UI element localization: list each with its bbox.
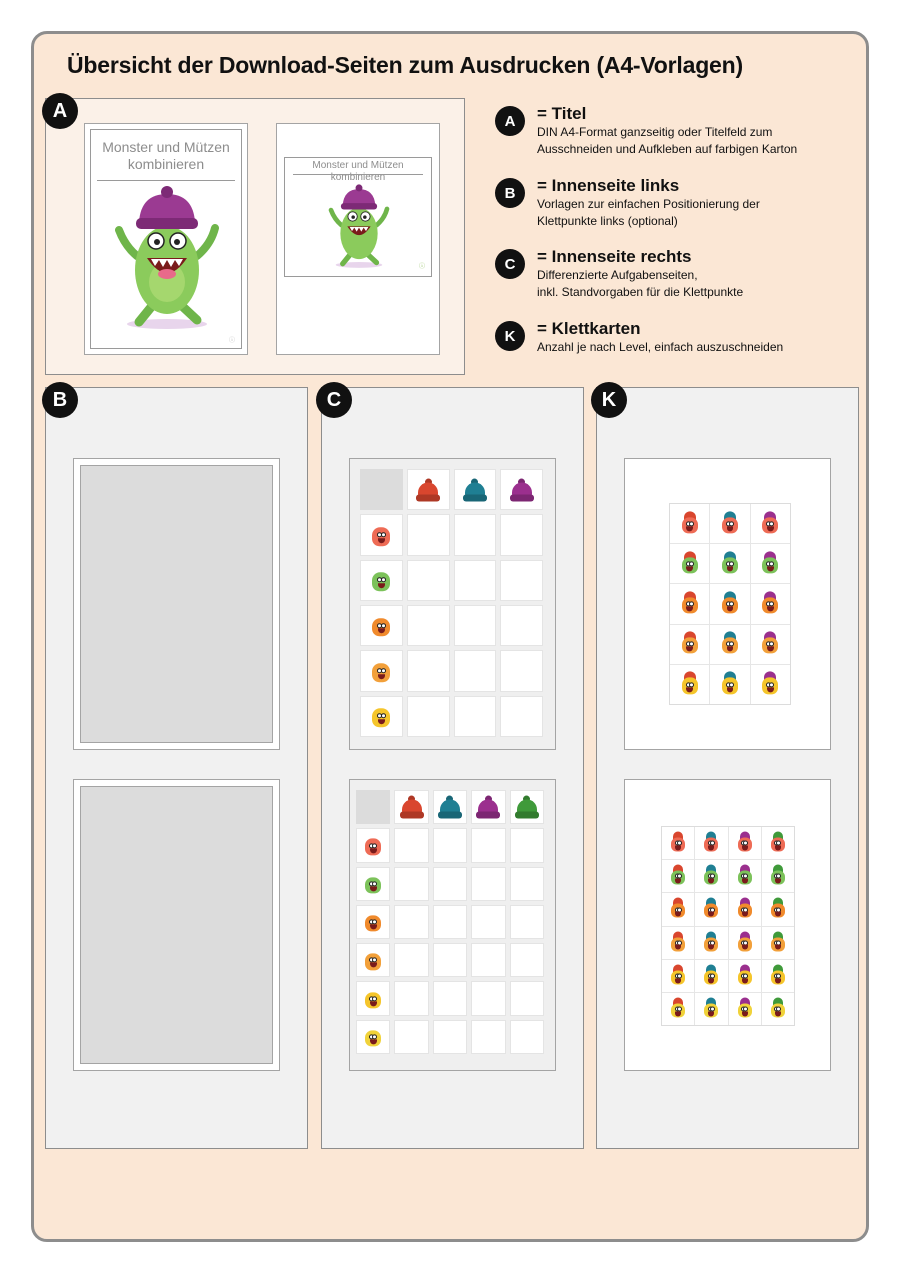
beanie-hat-icon [438, 798, 462, 819]
task-grid-3x5 [360, 469, 543, 737]
monster-icon [701, 931, 721, 954]
task-page-level-1 [349, 458, 556, 750]
monster-icon [768, 898, 788, 921]
monster-icon [759, 591, 781, 616]
panel-inner-right [321, 387, 584, 1149]
grid-cell [471, 790, 505, 824]
grid-cell [394, 790, 428, 824]
monster-icon [735, 898, 755, 921]
grid-cell [433, 1020, 467, 1054]
legend-badge-b: B [495, 178, 525, 208]
cover-title-line1: Monster und Mützen [102, 139, 230, 155]
page-title: Übersicht der Download-Seiten zum Ausdrucken (A4-Vorlagen) [67, 52, 743, 78]
grid-cell [670, 544, 709, 583]
monster-icon [768, 832, 788, 855]
monster-icon [768, 997, 788, 1020]
monster-icon [768, 964, 788, 987]
monster-icon [369, 521, 393, 549]
monster-icon [679, 632, 701, 657]
grid-cell [360, 514, 403, 555]
monster-icon [701, 832, 721, 855]
grid-cell [433, 981, 467, 1015]
beanie-hat-icon [463, 480, 487, 501]
monster-icon [668, 964, 688, 987]
grid-cell [710, 625, 749, 664]
cover-field-title-line2: kombinieren [330, 172, 386, 183]
velcro-template-area [80, 465, 273, 743]
grid-cell [471, 1020, 505, 1054]
monster-icon [679, 511, 701, 536]
cover-title-field [284, 157, 432, 277]
overview-sheet [31, 31, 869, 1242]
grid-cell [394, 1020, 428, 1054]
grid-cell [454, 650, 497, 691]
monster-icon [679, 672, 701, 697]
monster-icon [735, 931, 755, 954]
grid-cell [407, 560, 450, 601]
grid-cell [407, 605, 450, 646]
grid-cell [662, 827, 694, 859]
monster-icon [369, 567, 393, 595]
beanie-hat-icon [476, 798, 500, 819]
legend-badge-a: A [495, 106, 525, 136]
grid-cell [407, 514, 450, 555]
cover-page-full [84, 123, 248, 355]
monster-icon [362, 871, 384, 896]
grid-cell [510, 905, 544, 939]
grid-cell [500, 650, 543, 691]
grid-cell [762, 860, 794, 892]
grid-cell [662, 927, 694, 959]
monster-icon [719, 672, 741, 697]
grid-cell [751, 584, 790, 623]
grid-cell [710, 584, 749, 623]
legend-heading-c: = Innenseite rechts [537, 247, 692, 266]
grid-cell [454, 469, 497, 510]
section-badge-c: C [316, 382, 352, 418]
monster-icon [701, 898, 721, 921]
grid-cell [510, 981, 544, 1015]
velcro-template-page-2 [73, 779, 280, 1071]
grid-cell [500, 469, 543, 510]
grid-cell [662, 893, 694, 925]
grid-cell [500, 560, 543, 601]
monster-icon [759, 551, 781, 576]
publisher-logo: ⓘ [418, 264, 425, 270]
beanie-hat-icon [510, 480, 534, 501]
monster-icon [679, 591, 701, 616]
legend-desc-a-line1: DIN A4-Format ganzseitig oder Titelfeld zum [537, 125, 773, 139]
grid-cell [710, 544, 749, 583]
grid-cell [695, 860, 727, 892]
grid-cell [471, 828, 505, 862]
legend-heading-b: = Innenseite links [537, 176, 680, 195]
grid-cell [670, 625, 709, 664]
grid-cell [407, 469, 450, 510]
monster-icon [735, 832, 755, 855]
card-grid-24 [661, 826, 795, 1026]
monster-icon [735, 964, 755, 987]
monster-icon [719, 591, 741, 616]
grid-cell [356, 943, 390, 977]
grid-cell [394, 943, 428, 977]
grid-cell [762, 827, 794, 859]
monster-icon [369, 612, 393, 640]
legend-desc-c [537, 267, 857, 301]
grid-cell [394, 828, 428, 862]
legend-badge-k: K [495, 321, 525, 351]
legend-desc-b-line1: Vorlagen zur einfachen Positionierung der [537, 197, 760, 211]
monster-icon [362, 909, 384, 934]
grid-cell [360, 560, 403, 601]
monster-icon [369, 703, 393, 731]
grid-cell [762, 993, 794, 1025]
grid-cell [394, 905, 428, 939]
grid-cell [454, 696, 497, 737]
grid-cell [695, 960, 727, 992]
legend-badge-c: C [495, 249, 525, 279]
section-badge-a: A [42, 93, 78, 129]
grid-cell [360, 469, 403, 510]
grid-cell [762, 927, 794, 959]
monster-icon [701, 997, 721, 1020]
grid-cell [695, 893, 727, 925]
grid-cell [710, 504, 749, 543]
grid-cell [356, 981, 390, 1015]
grid-cell [510, 1020, 544, 1054]
grid-cell [729, 927, 761, 959]
grid-cell [394, 981, 428, 1015]
grid-cell [695, 993, 727, 1025]
cover-rule [97, 180, 235, 181]
monster-icon [735, 997, 755, 1020]
monster-icon [719, 551, 741, 576]
grid-cell [762, 960, 794, 992]
grid-cell [471, 943, 505, 977]
grid-cell [662, 960, 694, 992]
legend-desc-k [537, 339, 857, 356]
grid-cell [407, 650, 450, 691]
card-grid-15 [669, 503, 791, 705]
cover-field-title-line1: Monster und Mützen [312, 160, 404, 171]
grid-cell [433, 790, 467, 824]
legend-desc-b [537, 196, 857, 230]
legend-desc-c-line1: Differenzierte Aufgabenseiten, [537, 268, 698, 282]
grid-cell [471, 867, 505, 901]
grid-cell [500, 514, 543, 555]
grid-cell [662, 993, 694, 1025]
beanie-hat-icon [400, 798, 424, 819]
grid-cell [454, 605, 497, 646]
cover-title-line2: kombinieren [127, 156, 205, 172]
monster-icon [668, 832, 688, 855]
grid-cell [729, 960, 761, 992]
monster-icon [324, 180, 394, 274]
velcro-template-page-1 [73, 458, 280, 750]
monster-icon [719, 511, 741, 536]
panel-title-pages [45, 98, 465, 375]
grid-cell [710, 665, 749, 704]
grid-cell [510, 828, 544, 862]
grid-cell [510, 943, 544, 977]
beanie-hat-icon [515, 798, 539, 819]
legend-desc-a-line2: Ausschneiden und Aufkleben auf farbigen Karton [537, 142, 798, 156]
cover-title [85, 139, 247, 173]
panel-inner-left [45, 387, 308, 1149]
beanie-hat-icon [416, 480, 440, 501]
panel-velcro-cards [596, 387, 859, 1149]
grid-cell [729, 827, 761, 859]
grid-cell [433, 905, 467, 939]
card-page-level-1 [624, 458, 831, 750]
grid-cell [360, 650, 403, 691]
grid-cell [433, 828, 467, 862]
grid-cell [454, 514, 497, 555]
grid-cell [471, 905, 505, 939]
grid-cell [729, 993, 761, 1025]
monster-icon [668, 898, 688, 921]
grid-cell [729, 893, 761, 925]
grid-cell [356, 867, 390, 901]
section-badge-k: K [591, 382, 627, 418]
monster-icon [668, 865, 688, 888]
grid-cell [510, 867, 544, 901]
monster-icon [362, 986, 384, 1011]
grid-cell [662, 860, 694, 892]
legend-desc-c-line2: inkl. Standvorgaben für die Klettpunkte [537, 285, 744, 299]
monster-icon [362, 1024, 384, 1049]
monster-icon [735, 865, 755, 888]
grid-cell [670, 504, 709, 543]
grid-cell [433, 867, 467, 901]
monster-icon [768, 931, 788, 954]
cover-field-rule [293, 174, 423, 175]
monster-icon [759, 632, 781, 657]
grid-cell [454, 560, 497, 601]
grid-cell [356, 790, 390, 824]
grid-cell [762, 893, 794, 925]
monster-icon [362, 833, 384, 858]
grid-cell [471, 981, 505, 1015]
legend-heading-k: = Klettkarten [537, 319, 641, 338]
legend-desc-k-line1: Anzahl je nach Level, einfach auszuschneiden [537, 340, 784, 354]
grid-cell [751, 504, 790, 543]
monster-icon [719, 632, 741, 657]
grid-cell [670, 584, 709, 623]
grid-cell [510, 790, 544, 824]
grid-cell [500, 696, 543, 737]
monster-icon [701, 865, 721, 888]
grid-cell [500, 605, 543, 646]
publisher-logo: ⓘ [228, 338, 235, 344]
legend-heading-a: = Titel [537, 104, 587, 123]
grid-cell [356, 1020, 390, 1054]
grid-cell [695, 927, 727, 959]
velcro-template-area [80, 786, 273, 1064]
card-page-level-2 [624, 779, 831, 1071]
section-badge-b: B [42, 382, 78, 418]
task-grid-4x6 [356, 790, 544, 1054]
grid-cell [433, 943, 467, 977]
monster-icon [668, 931, 688, 954]
grid-cell [729, 860, 761, 892]
cover-page-cutout [276, 123, 440, 355]
grid-cell [356, 905, 390, 939]
grid-cell [751, 665, 790, 704]
monster-icon [668, 997, 688, 1020]
grid-cell [360, 696, 403, 737]
task-page-level-2 [349, 779, 556, 1071]
legend-desc-b-line2: Klettpunkte links (optional) [537, 214, 678, 228]
monster-icon [107, 186, 227, 332]
monster-icon [701, 964, 721, 987]
legend-desc-a [537, 124, 857, 158]
grid-cell [670, 665, 709, 704]
grid-cell [695, 827, 727, 859]
grid-cell [360, 605, 403, 646]
monster-icon [759, 672, 781, 697]
grid-cell [407, 696, 450, 737]
monster-icon [768, 865, 788, 888]
grid-cell [394, 867, 428, 901]
monster-icon [759, 511, 781, 536]
grid-cell [751, 544, 790, 583]
grid-cell [751, 625, 790, 664]
monster-icon [369, 657, 393, 685]
monster-icon [362, 948, 384, 973]
monster-icon [679, 551, 701, 576]
grid-cell [356, 828, 390, 862]
